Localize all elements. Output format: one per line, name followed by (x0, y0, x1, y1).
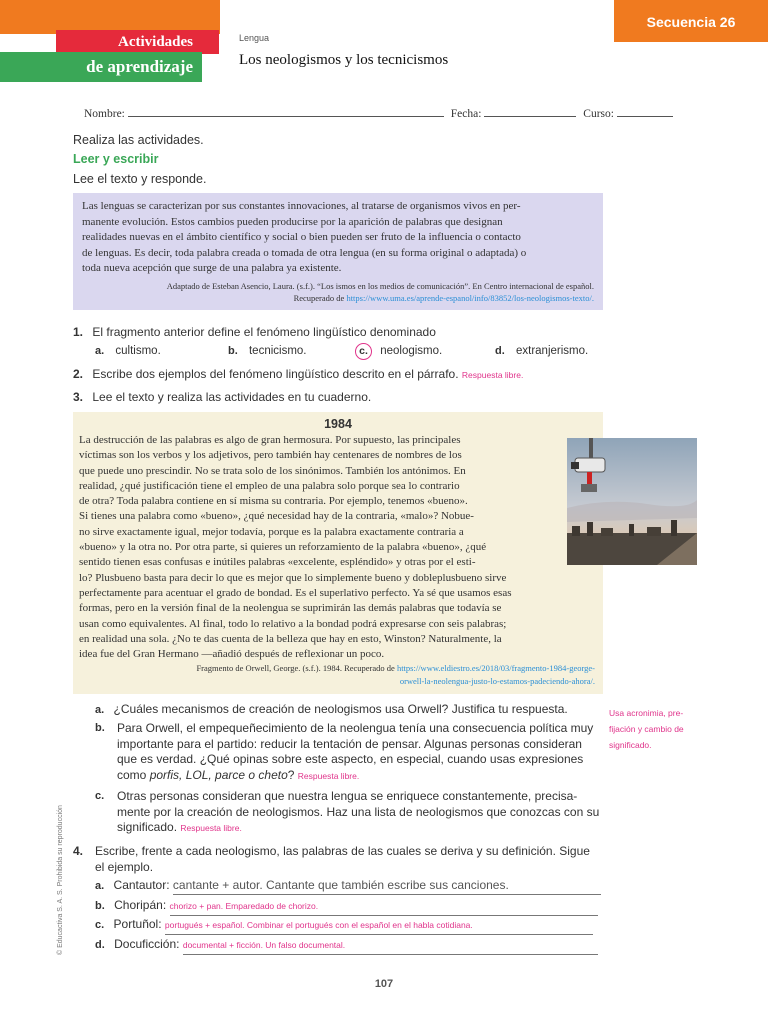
option-letter: b. (228, 345, 238, 357)
q4-item-d (95, 937, 603, 955)
text-line: La destrucción de las palabras es algo de gran hermosura. Por supuesto, las principales (79, 434, 461, 446)
text-line: en realidad una sola. ¿No te das cuenta de la belleza que hay en esto, Winston? Naturalmente, la (79, 632, 502, 645)
course-label: Curso: (583, 108, 614, 120)
question-1 (73, 325, 436, 341)
item-word: Cantautor: (113, 878, 170, 892)
item-word: Choripán: (114, 898, 167, 912)
text-line: de lenguas. Es decir, toda palabra creada o tomada de otra lengua (en su forma original o adaptada) o (82, 246, 527, 259)
text-line: víctimas son los verbos y los adjetivos, pero también hay centenares de nombres de los (79, 449, 462, 462)
text-line: de otra? Toda palabra contiene en sí misma su contraria. Por ejemplo, tenemos «bueno». (79, 495, 468, 508)
answer-text: Respuesta libre. (297, 770, 360, 781)
text-line: usan como equivalentes. Al final, todo lo relativo a la bondad podrá expresarse con seis palabras; (79, 617, 507, 630)
answer-line: fijación y cambio de (609, 724, 684, 734)
name-label: Nombre: (84, 108, 125, 120)
item-letter: a. (95, 880, 105, 892)
item-line: mente por la creación de neologismos. Haz una lista de neologismos que conozcas con su (117, 804, 600, 819)
q4-item-b (95, 898, 603, 916)
reading-box-1 (73, 193, 603, 310)
question-2 (73, 367, 523, 384)
header-tab-top: Actividades (56, 30, 219, 54)
question-number: 1. (73, 325, 84, 339)
question-4 (73, 844, 608, 875)
question-text: El fragmento anterior define el fenómeno lingüístico denominado (92, 325, 436, 339)
header-tab-bottom: de aprendizaje (0, 52, 202, 82)
option-text: neologismo. (380, 345, 443, 357)
option-d[interactable] (495, 345, 588, 357)
item-line: que es verdad. ¿Qué opinas sobre este aspecto, en especial, cuando usas expresiones (117, 752, 584, 766)
item-letter: c. (95, 790, 105, 802)
text-line: que puede uno prescindir. No se trata solo de los sinónimos. También los antónimos. En (79, 464, 466, 477)
camera-photo (567, 438, 697, 565)
reading-source (196, 662, 595, 688)
course-field[interactable] (617, 105, 673, 117)
text-line: Las lenguas se caracterizan por sus constantes innovaciones, al tratarse de organismos vivos en per- (82, 200, 521, 212)
item-letter: b. (95, 900, 105, 912)
item-line-text: significado. (117, 820, 178, 834)
camera-photo-svg (567, 438, 697, 565)
item-answer[interactable]: documental + ficción. Un falso documental. (183, 938, 598, 955)
item-word: Portuñol: (113, 917, 162, 931)
text-line: perfectamente para acentuar el grado de bondad. Es el superlativo perfecto. Ya sé que usamos esas (79, 586, 512, 599)
text-line: realidades nuevas en el ámbito científico y social o bien pueden ser fruto de la influencia o contacto (82, 231, 521, 243)
text-line: idea fue del Gran Hermano —añadió después de reflexionar un poco. (79, 648, 385, 661)
question-text: Lee el texto y realiza las actividades en tu cuaderno. (92, 390, 372, 404)
item-line (117, 820, 605, 837)
student-form (84, 105, 694, 120)
option-letter: d. (495, 345, 505, 357)
copyright-notice: © Educactiva S. A. S. Prohibida su reproducción (57, 805, 64, 955)
subject-label: Lengua (239, 33, 270, 43)
q3-answer-a (609, 705, 684, 753)
item-letter: d. (95, 939, 105, 951)
reading-title: 1984 (324, 417, 352, 431)
source-prefix: Fragmento de Orwell, George. (s.f.). 1984. Recuperado de (196, 663, 397, 673)
item-line-prefix: como (117, 767, 150, 782)
source-link-cont[interactable]: orwell-la-neolengua-justo-lo-estamos-padeciendo-ahora/. (399, 676, 595, 686)
item-line: Para Orwell, el empequeñecimiento de la neolengua tenía una consecuencia política muy (117, 721, 594, 735)
answer-line: Usa acronimia, pre- (609, 708, 684, 718)
item-letter: b. (95, 722, 105, 734)
item-line: Otras personas consideran que nuestra lengua se enriquece constantemente, precisa- (117, 789, 578, 803)
item-answer[interactable]: portugués + español. Combinar el portugués con el español en el habla cotidiana. (165, 918, 593, 935)
source-line (82, 292, 594, 304)
page-number: 107 (374, 978, 394, 990)
text-line: formas, pero en la versión final de la neolengua se suprimirán las demás palabras que todavía se (79, 602, 502, 615)
text-line: toda nueva acepción que surge de una palabra ya existente. (82, 262, 342, 274)
answer-text: Respuesta libre. (180, 823, 242, 833)
item-answer[interactable]: chorizo + pan. Emparedado de chorizo. (170, 899, 598, 916)
date-label: Fecha: (450, 108, 482, 120)
question-3 (73, 390, 371, 406)
text-line: Si tienes una palabra como «bueno», ¿qué necesidad hay de la contraria, «malo»? Nobue- (79, 510, 474, 523)
q4-item-c (95, 917, 603, 935)
q3-item-a (95, 702, 568, 719)
q3-item-c (95, 789, 605, 837)
item-line: importante para el partido: reducir la tentación de pensar. Algunas personas consideran (117, 736, 582, 751)
option-letter: a. (95, 345, 105, 357)
source-citation: Adaptado de Esteban Asencio, Laura. (s.f.). “Los ismos en los medios de comunicación”. En Centro internacional de español. (166, 280, 594, 291)
option-text: cultismo. (115, 345, 161, 357)
answer-line: significado. (609, 740, 652, 750)
option-text: tecnicismo. (248, 345, 307, 357)
name-field[interactable] (128, 105, 444, 117)
subinstruction: Lee el texto y responde. (73, 172, 207, 186)
text-line: no sirve exactamente igual, mejor todavía, porque es la palabra exactamente contraria a (79, 525, 464, 538)
item-letter: c. (95, 919, 105, 931)
reading-box-1984 (73, 412, 603, 694)
item-word: Docuficción: (114, 937, 180, 951)
item-line-suffix: ? (287, 767, 295, 782)
instruction: Realiza las actividades. (73, 133, 204, 147)
date-field[interactable] (484, 105, 576, 117)
source-link[interactable]: https://www.uma.es/aprende-espanol/info/83852/los-neologismos-texto/. (346, 292, 594, 303)
text-line: realidad, ¿qué justificación tiene el empleo de una palabra solo porque sea lo contrario (79, 479, 460, 492)
question-line: Escribe, frente a cada neologismo, las palabras de las cuales se deriva y su definición. Sigue (95, 844, 590, 858)
source-link[interactable]: https://www.eldiestro.es/2018/03/fragmento-1984-george- (396, 663, 595, 673)
source-prefix: Recuperado de (293, 292, 347, 303)
q3-item-b (95, 721, 605, 784)
item-answer[interactable]: cantante + autor. Cantante que también escribe sus canciones. (173, 878, 601, 895)
question-line: el ejemplo. (95, 859, 154, 874)
item-line (117, 768, 605, 785)
option-b[interactable] (228, 345, 307, 357)
text-line: «bueno» y la otra no. Por otra parte, si quieres un reforzamiento de la palabra «bueno», ¿qué (79, 541, 487, 554)
item-line-italic: porfis, LOL, parce o cheto (149, 767, 288, 782)
text-line: manente evolución. Estos cambios pueden producirse por la aparición de palabras que designan (82, 215, 503, 228)
section-heading: Leer y escribir (73, 152, 159, 166)
question-number: 4. (73, 844, 84, 858)
item-letter: a. (95, 704, 105, 716)
question-text: Escribe dos ejemplos del fenómeno lingüístico descrito en el párrafo. (92, 367, 459, 381)
item-text: ¿Cuáles mecanismos de creación de neologismos usa Orwell? Justifica tu respuesta. (113, 702, 568, 716)
selected-circle: c. (355, 343, 372, 360)
option-a[interactable] (95, 345, 161, 357)
text-line: lo? Plusbueno basta para decir lo que es mejor que lo simplemente bueno y dobleplusbueno sirve (79, 571, 507, 584)
option-text: extranjerismo. (515, 345, 589, 357)
q4-item-a (95, 878, 603, 895)
page-title: Los neologismos y los tecnicismos (239, 52, 449, 68)
text-line: sentido tienen esas confusas e inútiles palabras «excelente, espléndido» y otras por el esti- (79, 556, 476, 569)
sequence-badge: Secuencia 26 (614, 0, 768, 42)
reading-body (79, 433, 564, 662)
question-number: 3. (73, 390, 84, 404)
header-tab-orange (0, 0, 220, 34)
option-c-selected[interactable] (355, 343, 442, 360)
question-number: 2. (73, 367, 84, 381)
answer-text: Respuesta libre. (461, 370, 524, 380)
